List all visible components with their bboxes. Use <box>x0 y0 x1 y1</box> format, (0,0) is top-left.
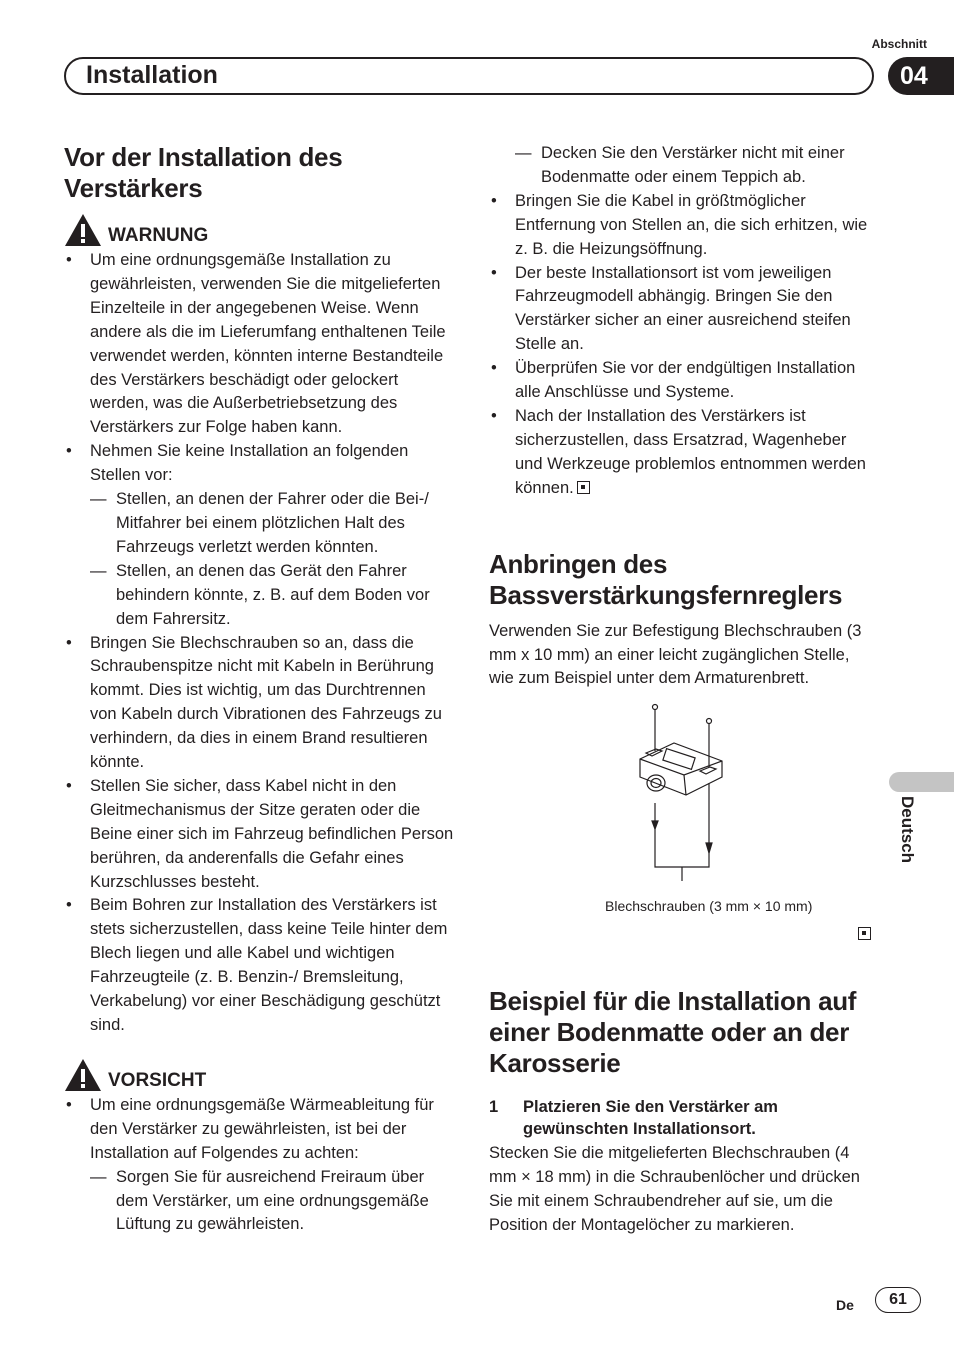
warning-list <box>64 249 454 1038</box>
step-number: 1 <box>489 1098 499 1117</box>
sub-list-item: — Sorgen Sie für ausreichend Freiraum über dem Verstärker, um eine ordnungsgemäße Lüftung zu gewährleisten. <box>90 1166 454 1238</box>
list-item: • Beim Bohren zur Installation des Verstärkers ist stets sicherzustellen, dass keine Teile hinter dem Blech liegen und alle Kabel und wichtigen Fahrzeugteile (z. B. Benzin-/ Bremsleitung, Verkabelung) vor einer Beschädigung geschützt sind. <box>64 894 454 1037</box>
list-item <box>64 440 454 631</box>
list-item: • Um eine ordnungsgemäße Installation zu gewährleisten, verwenden Sie die mitgelieferten Einzelteile in der angegebenen Weise. Wenn andere als die im Lieferumfang enthaltenen Teile verwendet werden, könnten interne Bestandteile des Verstärkers beschädigt oder gelockert werden, was die Außerbetriebsetzung des Verstärkers zur Folge haben kann. <box>64 249 454 440</box>
paragraph: Stecken Sie die mitgelieferten Blechschrauben (4 mm × 18 mm) in die Schraubenlöcher und drücken Sie mit einem Schraubendreher auf sie, um die Position der Montagelöcher zu markieren. <box>489 1144 860 1235</box>
page-title: Installation <box>86 61 218 89</box>
list-item: • Bringen Sie die Kabel in größtmöglicher Entfernung von Stellen an, die sich erhitzen, wie z. B. die Heizungsöffnung. <box>489 190 875 262</box>
caution-icon <box>64 1058 102 1092</box>
list-item-text: Um eine ordnungsgemäße Wärmeableitung für den Verstärker zu gewährleisten, ist bei der Installation auf Folgendes zu achten: <box>90 1095 434 1162</box>
continued-sub-list <box>515 142 875 190</box>
page-number: 61 <box>875 1287 921 1313</box>
list-item: • Der beste Installationsort ist vom jeweiligen Fahrzeugmodell abhängig. Bringen Sie den Verstärker sicher an einer ausreichend steifen Stelle an. <box>489 262 875 358</box>
section-label: Abschnitt <box>871 37 927 51</box>
header-bar <box>64 57 874 95</box>
step-heading <box>489 1096 875 1140</box>
list-item-text: Nach der Installation des Verstärkers ist sicherzustellen, dass Ersatzrad, Wagenheber und Werkzeuge problemlos entnommen werden können. <box>515 406 866 497</box>
sub-list-item: — Decken Sie den Verstärker nicht mit einer Bodenmatte oder einem Teppich ab. <box>515 142 875 190</box>
language-label: Deutsch <box>898 796 917 864</box>
remote-control-illustration <box>634 703 734 893</box>
right-column <box>489 142 875 1238</box>
list-item <box>64 1094 454 1237</box>
caution-heading <box>64 1058 454 1092</box>
list-item <box>489 405 875 501</box>
section-heading: Beispiel für die Installation auf einer Bodenmatte oder an der Karosserie <box>489 986 857 1079</box>
list-item: • Stellen Sie sicher, dass Kabel nicht in den Gleitmechanismus der Sitze geraten oder die Beine einer sich im Fahrzeug befindlichen Person berühren, da anderenfalls die Gefahr eines Kurzschlusses besteht. <box>64 775 454 895</box>
left-column <box>64 142 454 1237</box>
list-item: • Überprüfen Sie vor der endgültigen Installation alle Anschlüsse und Systeme. <box>489 357 875 405</box>
sub-list <box>90 1166 454 1238</box>
caution-list <box>64 1094 454 1237</box>
warning-label: WARNUNG <box>108 225 209 246</box>
section-heading: Vor der Installation des Verstärkers <box>64 142 343 203</box>
caution-list-continued <box>489 190 875 501</box>
step-title: Platzieren Sie den Verstärker am gewünschten Installationsort. <box>523 1098 778 1139</box>
section-heading: Anbringen des Bassverstärkungsfernreglers <box>489 548 843 610</box>
sub-list <box>90 488 454 631</box>
caution-label: VORSICHT <box>108 1069 207 1091</box>
paragraph: Verwenden Sie zur Befestigung Blechschrauben (3 mm x 10 mm) an einer leicht zugänglichen Stelle, wie zum Beispiel unter dem Armaturenbrett. <box>489 621 862 688</box>
figure-caption: Blechschrauben (3 mm × 10 mm) <box>605 898 813 915</box>
figure <box>489 691 875 939</box>
sub-list-item: — Stellen, an denen das Gerät den Fahrer behindern könnte, z. B. auf dem Boden vor dem Fahrersitz. <box>90 560 454 632</box>
section-number-badge: 04 <box>888 57 954 95</box>
warning-icon <box>64 213 102 247</box>
footer-language-code: De <box>836 1297 854 1313</box>
list-item-text: Nehmen Sie keine Installation an folgenden Stellen vor: <box>90 442 409 485</box>
warning-heading <box>64 213 454 247</box>
sub-list-item: — Stellen, an denen der Fahrer oder die Bei-/ Mitfahrer bei einem plötzlichen Halt des Fahrzeugs verletzt werden könnten. <box>90 488 454 560</box>
list-item: • Bringen Sie Blechschrauben so an, dass die Schraubenspitze nicht mit Kabeln in Berührung kommt. Dies ist wichtig, um das Durchtrennen von Kabeln durch Vibrationen des Fahrzeugs zu verhindern, da dies in einem Brand resultieren könnte. <box>64 632 454 775</box>
end-mark-icon <box>577 481 590 494</box>
end-mark-icon <box>858 927 871 940</box>
language-tab <box>889 772 954 792</box>
